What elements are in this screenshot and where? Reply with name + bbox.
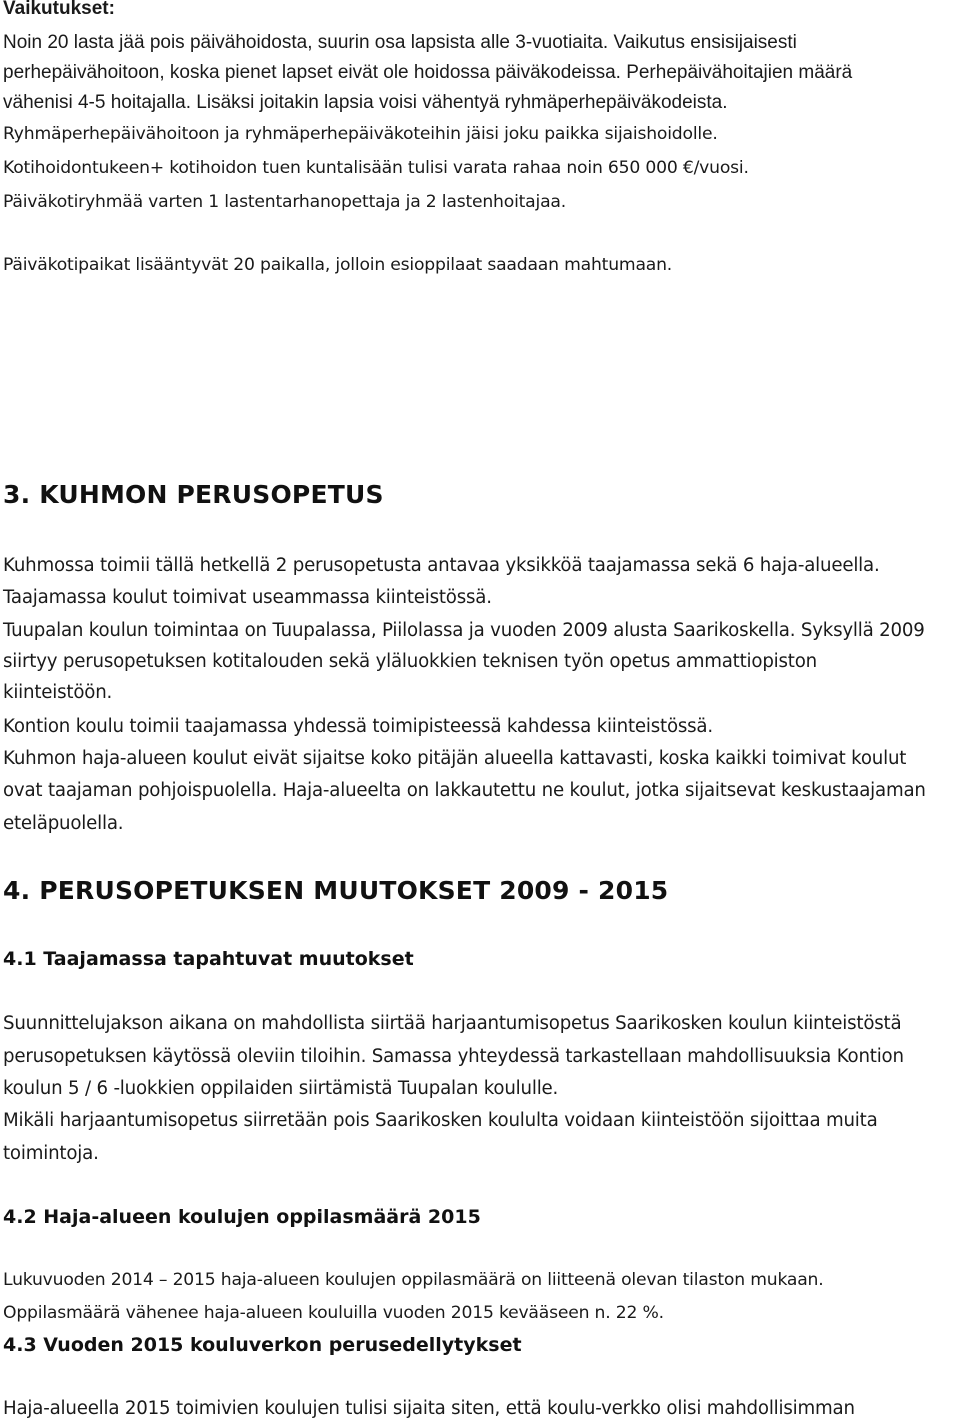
section-4-2-line-1: Lukuvuoden 2014 – 2015 haja-alueen koulujen oppilasmäärä on liitteenä olevan tilaston mukaan. (3, 1270, 824, 1290)
section-3-line-6: Kontion koulu toimii taajamassa yhdessä toimipisteessä kahdessa kiinteistössä. (3, 716, 713, 737)
section-3-title: 3. KUHMON PERUSOPETUS (3, 480, 384, 509)
section-4-1-line-3: koulun 5 / 6 -luokkien oppilaiden siirtämistä Tuupalan koululle. (3, 1078, 559, 1099)
section-4-1-title: 4.1 Taajamassa tapahtuvat muutokset (3, 948, 414, 970)
section-4-2-line-2: Oppilasmäärä vähenee haja-alueen kouluilla vuoden 2015 kevääseen n. 22 %. (3, 1303, 664, 1323)
vaikutukset-line-3: vähenisi 4-5 hoitajalla. Lisäksi joitakin lapsia voisi vähentyä ryhmäperhepäiväkodeista. (3, 92, 728, 113)
section-4-1-line-4: Mikäli harjaantumisopetus siirretään pois Saarikosken koululta voidaan kiinteistöön sijoittaa muita (3, 1110, 878, 1131)
vaikutukset-line-6: Päiväkotiryhmää varten 1 lastentarhanopettaja ja 2 lastenhoitajaa. (3, 192, 567, 212)
section-3-line-8: ovat taajaman pohjoispuolella. Haja-alueelta on lakkautettu ne koulut, jotka sijaitsevat keskustaajaman (3, 780, 926, 801)
vaikutukset-line-1: Noin 20 lasta jää pois päivähoidosta, suurin osa lapsista alle 3-vuotiaita. Vaikutus ensisijaisesti (3, 32, 797, 53)
vaikutukset-line-2: perhepäivähoitoon, koska pienet lapset eivät ole hoidossa päiväkodeissa. Perhepäivähoitajien määrä (3, 62, 853, 83)
section-4-title: 4. PERUSOPETUKSEN MUUTOKSET 2009 - 2015 (3, 876, 669, 905)
vaikutukset-line-4: Ryhmäperhepäivähoitoon ja ryhmäperhepäiväkoteihin jäisi joku paikka sijaishoidolle. (3, 124, 718, 144)
section-4-1-line-5: toimintoja. (3, 1143, 99, 1164)
vaikutukset-heading: Vaikutukset: (3, 0, 115, 19)
section-4-3-line-1: Haja-alueella 2015 toimivien koulujen tulisi sijaita siten, että koulu-verkko olisi mahdollisimman (3, 1398, 855, 1419)
section-3-line-5: kiinteistöön. (3, 682, 113, 703)
section-3-line-7: Kuhmon haja-alueen koulut eivät sijaitse koko pitäjän alueella kattavasti, koska kaikki toimivat koulut (3, 748, 907, 769)
section-3-line-9: eteläpuolella. (3, 813, 124, 834)
section-3-line-3: Tuupalan koulun toimintaa on Tuupalassa, Piilolassa ja vuoden 2009 alusta Saarikoskella. Syksyllä 2009 (3, 620, 925, 641)
section-4-2-title: 4.2 Haja-alueen koulujen oppilasmäärä 2015 (3, 1206, 481, 1228)
section-4-1-line-1: Suunnittelujakson aikana on mahdollista siirtää harjaantumisopetus Saarikosken koulun kiinteistöstä (3, 1013, 902, 1034)
vaikutukset-line-5: Kotihoidontukeen+ kotihoidon tuen kuntalisään tulisi varata rahaa noin 650 000 €/vuosi. (3, 158, 749, 178)
section-3-line-4: siirtyy perusopetuksen kotitalouden sekä yläluokkien teknisen työn opetus ammattiopiston (3, 651, 817, 672)
section-3-line-2: Taajamassa koulut toimivat useammassa kiinteistössä. (3, 587, 492, 608)
section-4-3-title: 4.3 Vuoden 2015 kouluverkon perusedellytykset (3, 1334, 522, 1356)
vaikutukset-paikat: Päiväkotipaikat lisääntyvät 20 paikalla, jolloin esioppilaat saadaan mahtumaan. (3, 255, 673, 275)
section-4-1-line-2: perusopetuksen käytössä oleviin tiloihin. Samassa yhteydessä tarkastellaan mahdollisuuksia Kontion (3, 1046, 904, 1067)
section-3-line-1: Kuhmossa toimii tällä hetkellä 2 perusopetusta antavaa yksikköä taajamassa sekä 6 haja-alueella. (3, 555, 880, 576)
